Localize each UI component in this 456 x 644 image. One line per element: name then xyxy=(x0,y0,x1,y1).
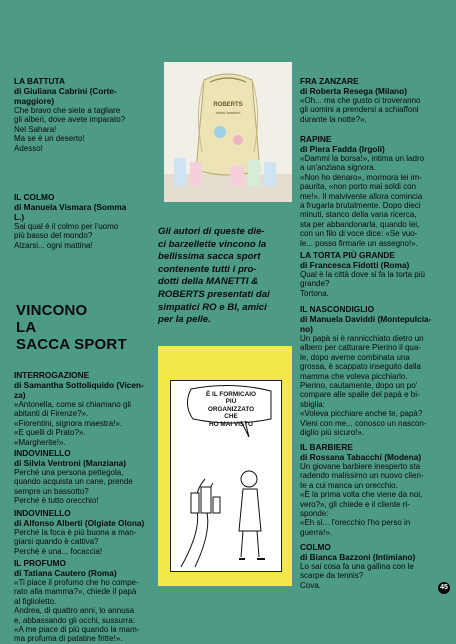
joke-text: Perché una persona pettegola, xyxy=(14,468,124,477)
joke-text: ma profuma di patatine fritte!». xyxy=(14,634,123,644)
joke-text: a frugarla brutalmente. Dopo dieci xyxy=(300,201,421,211)
joke-text: sempre un bassotto? xyxy=(14,486,89,496)
joke-text: «Margherite!». xyxy=(14,437,66,447)
joke-text: «Eh sì... l'orecchio l'ho perso in xyxy=(300,518,411,528)
joke-text: «È la prima volta che viene da noi, xyxy=(300,490,423,500)
joke-text: radendo malissimo un nuovo clien- xyxy=(300,471,424,481)
joke-text: sta per abbandonarla, quando lei, xyxy=(300,219,420,229)
joke-text: al figlioletto. xyxy=(14,596,57,606)
headline-line: LA xyxy=(16,319,37,336)
joke-text: quando acquista un cane, prende xyxy=(14,477,133,487)
joke-author: di Giuliana Cabrini (Corte- xyxy=(14,86,117,96)
joke-la-torta xyxy=(300,250,448,298)
joke-text: le... posso firmarle un assegno!». xyxy=(300,238,418,248)
joke-author: di Bianca Bazzoni (Intimiano) xyxy=(300,552,416,562)
joke-text: albero per catturare Pierino il qua- xyxy=(300,343,421,353)
joke-text: sbiglia: xyxy=(300,399,325,409)
joke-il-colmo xyxy=(14,192,150,250)
joke-fra-zanzare xyxy=(300,76,448,124)
joke-author: no) xyxy=(300,324,313,334)
caption-line: ROBERTS presentati dai xyxy=(158,288,270,300)
bag-brand: ROBERTS xyxy=(213,102,243,108)
joke-il-barbiere xyxy=(300,442,448,537)
joke-author: maggiore) xyxy=(14,96,55,106)
joke-interrogazione xyxy=(14,370,150,447)
joke-text: gli uomini a prendersi a schiaffoni xyxy=(300,105,419,115)
joke-text: Sai qual è il colmo per l'uomo xyxy=(14,222,119,231)
cartoon xyxy=(158,346,292,586)
joke-text: Vieni con me... conosco un nascon- xyxy=(300,418,427,428)
joke-text: Qual è la città dove si fa la torta più xyxy=(300,270,425,279)
joke-category: IL NASCONDIGLIO xyxy=(300,304,375,314)
joke-author: za) xyxy=(14,390,26,400)
joke-text: Che bravo che siete a tagliare xyxy=(14,106,121,115)
joke-text: Un giovane barbiere inesperto sta xyxy=(300,462,421,471)
joke-text: paurita, «non porto mai soldi con xyxy=(300,182,417,192)
joke-text: vero?», gli chiede e il cliente ri- xyxy=(300,499,410,509)
joke-text: Andrea, di quattro anni, lo annusa xyxy=(14,606,135,616)
caption-line: per la pelle. xyxy=(158,314,211,326)
joke-text: diglio più sicuro!». xyxy=(300,428,365,438)
sport-bag-image xyxy=(164,62,292,202)
cartoon-frame xyxy=(170,380,282,572)
joke-author: di Manuela Vismara (Somma xyxy=(14,202,127,212)
headline-line: VINCONO xyxy=(16,302,88,319)
joke-category: INDOVINELLO xyxy=(14,508,71,518)
joke-author: L.) xyxy=(14,212,25,222)
joke-text: Un papà si è rannicchiato dietro un xyxy=(300,334,424,343)
speech-line: HO MAI VISTO xyxy=(209,420,253,428)
joke-author: di Alfonso Alberti (Olgiate Olona) xyxy=(14,518,145,528)
caption-line: contenente tutti i pro- xyxy=(158,263,257,275)
joke-text: compare alle spalle del papà e bi- xyxy=(300,390,420,400)
joke-text: con un filo di voce dice: «Se vuo- xyxy=(300,229,418,239)
joke-author: di Silvia Ventroni (Manziana) xyxy=(14,458,127,468)
joke-author: di Manuela Daviddi (Montepulcia- xyxy=(300,314,432,324)
joke-text: Alzarsi... ogni mattina! xyxy=(14,240,93,250)
joke-text: mamma che voleva picchiarlo. xyxy=(300,371,408,381)
page-number: 45 xyxy=(438,582,450,594)
joke-category: INTERROGAZIONE xyxy=(14,370,90,380)
caption-line: bellissima sacca sport xyxy=(158,251,261,263)
joke-category: INDOVINELLO xyxy=(14,448,71,458)
joke-text: Pierino, cautamente, dopo un po' xyxy=(300,381,418,391)
joke-text: Cova. xyxy=(300,580,321,590)
joke-text: Perché la foca è più buona a man- xyxy=(14,528,137,537)
joke-indovinello-1 xyxy=(14,448,150,506)
joke-text: «Fiorentini, signora maestra!». xyxy=(14,418,123,428)
joke-rapine xyxy=(300,134,448,248)
joke-il-profumo xyxy=(14,558,150,644)
joke-text: Ma se è un deserto! xyxy=(14,134,85,144)
joke-text: «Non ho denaro», mormora lei im- xyxy=(300,172,422,182)
joke-text: durante la notte?». xyxy=(300,114,367,124)
joke-text: «Voleva picchiare anche te, papà? xyxy=(300,409,423,419)
speech-bubble xyxy=(201,391,261,428)
joke-text: Perché è una... focaccia! xyxy=(14,546,103,556)
joke-text: «Ti piace il profumo che ho compe- xyxy=(14,578,139,587)
joke-author: di Piera Fadda (Irgoli) xyxy=(300,144,385,154)
joke-text: scarpe da tennis? xyxy=(300,571,364,581)
joke-text: «A me piace di più quando la mam- xyxy=(14,625,140,635)
bag-sub: bimbi bambini xyxy=(215,110,241,115)
joke-category: LA TORTA PIÙ GRANDE xyxy=(300,250,395,260)
headline-line: SACCA SPORT xyxy=(16,336,127,353)
joke-text: giarsi quando è cattiva? xyxy=(14,537,99,547)
joke-text: «Oh... ma che gusto ci troveranno xyxy=(300,96,421,105)
caption-line: simpatici RO e BI, amici xyxy=(158,301,267,313)
joke-text: minuti, stanco della vana ricerca, xyxy=(300,210,417,220)
caption-line: ci barzellette vincono la xyxy=(158,238,267,250)
joke-text: grossa, è scappato inseguito dalla xyxy=(300,362,421,372)
joke-indovinello-2 xyxy=(14,508,150,556)
joke-text: le, dopo averne combinata una xyxy=(300,352,410,362)
speech-line: ORGANIZZATO CHE xyxy=(207,405,255,421)
joke-il-nascondiglio xyxy=(300,304,448,437)
joke-category: IL BARBIERE xyxy=(300,442,353,452)
speech-line: È IL FORMICAIO PIÙ xyxy=(206,391,256,406)
right-column xyxy=(300,0,448,600)
joke-text: Adesso! xyxy=(14,143,43,153)
joke-author: di Francesca Fidotti (Roma) xyxy=(300,260,410,270)
caption-line: dotti della MANETTI & xyxy=(158,276,259,288)
joke-colmo-gallina xyxy=(300,542,448,590)
joke-author: di Samantha Sottoliquido (Vicen- xyxy=(14,380,144,390)
joke-text: Nel Sahara! xyxy=(14,124,57,134)
joke-text: «E quelli di Prato?». xyxy=(14,428,86,438)
joke-text: guerra!». xyxy=(300,527,333,537)
prize-caption xyxy=(158,226,296,327)
joke-text: Lo sai cosa fa una gallina con le xyxy=(300,562,414,571)
joke-text: «Dammi la borsa!», intima un ladro xyxy=(300,154,425,163)
joke-text: «Antonella, come si chiamano gli xyxy=(14,400,131,409)
left-column xyxy=(14,0,150,644)
joke-text: rato alla mamma?», chiede il papà xyxy=(14,587,137,597)
joke-author: di Roberta Resega (Milano) xyxy=(300,86,407,96)
joke-text: gli alberi, dove avete imparato? xyxy=(14,115,126,125)
joke-category: COLMO xyxy=(300,542,331,552)
product-photo xyxy=(164,62,292,202)
joke-category: IL PROFUMO xyxy=(14,558,66,568)
headline xyxy=(16,302,156,353)
joke-author: di Tatiana Cautero (Roma) xyxy=(14,568,117,578)
joke-text: Perché è tutto orecchio! xyxy=(14,496,99,506)
joke-text: sponde: xyxy=(300,509,329,519)
joke-category: IL COLMO xyxy=(14,192,55,202)
joke-category: LA BATTUTA xyxy=(14,76,65,86)
joke-author: di Rossana Tabacchi (Modena) xyxy=(300,452,422,462)
joke-category: RAPINE xyxy=(300,134,332,144)
joke-la-battuta xyxy=(14,76,150,153)
joke-text: a un'anziana signora. xyxy=(300,163,376,173)
caption-line: Gli autori di queste die- xyxy=(158,226,265,237)
joke-text: abitanti di Firenze?». xyxy=(14,409,89,419)
joke-text: grande? xyxy=(300,279,330,289)
joke-text: te a cui manca un orecchio. xyxy=(300,480,398,490)
joke-text: più basso del mondo? xyxy=(14,231,93,241)
joke-text: me!». Il malvivente allora comincia xyxy=(300,191,423,201)
joke-category: FRA ZANZARE xyxy=(300,76,359,86)
joke-text: Tortona. xyxy=(300,288,329,298)
joke-text: e, abbassando gli occhi, sussurra: xyxy=(14,615,135,625)
